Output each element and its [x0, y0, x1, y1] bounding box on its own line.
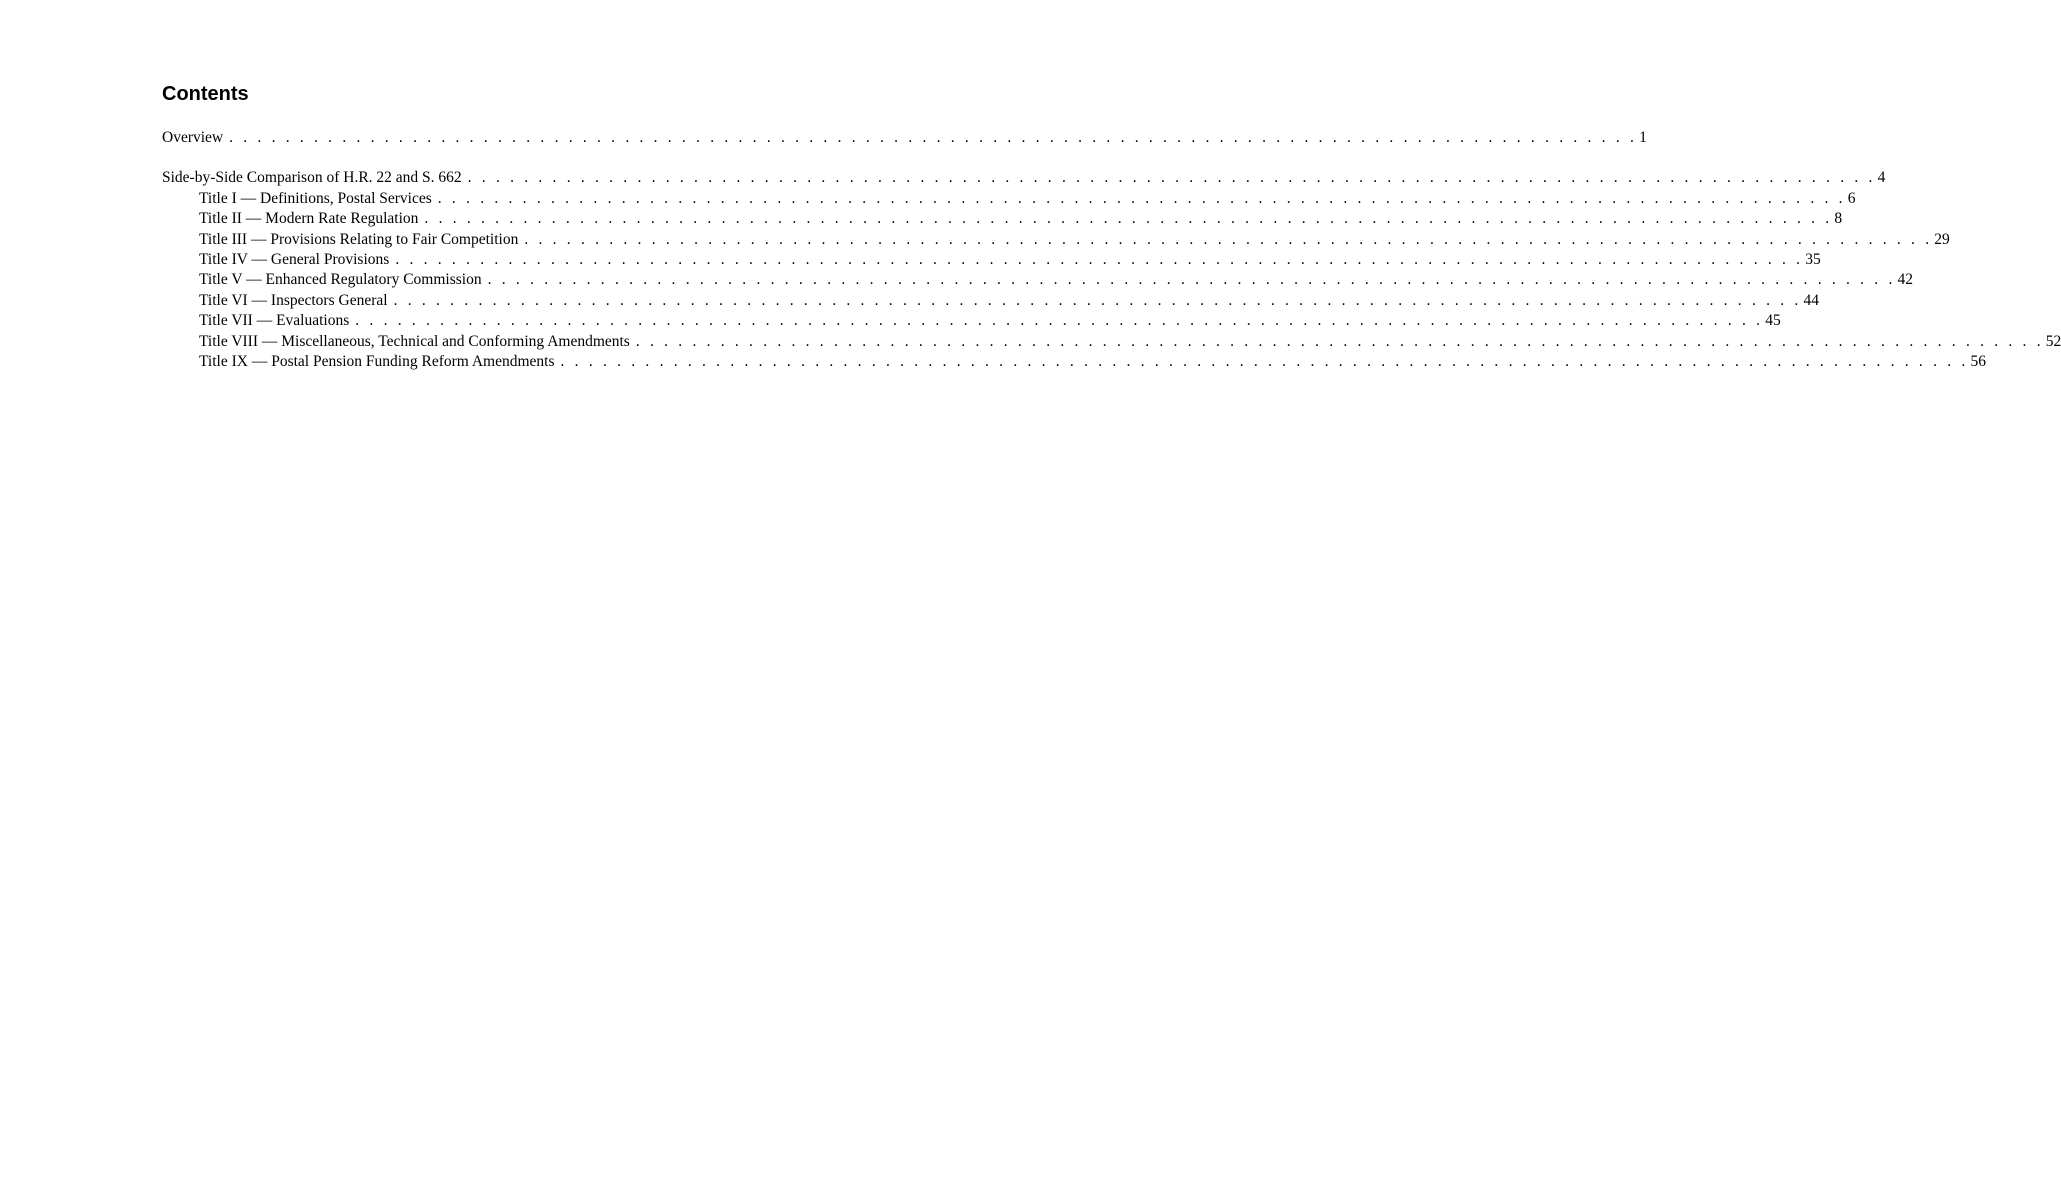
document-page	[162, 80, 2061, 372]
toc-entry-label: Title VII — Evaluations	[199, 312, 350, 330]
toc-entry-label: Title IX — Postal Pension Funding Reform Amendments	[199, 352, 555, 370]
dot-leader: . . . . . . . . . . . . . . . . . . . . . . . . . . . . . . . . . . . . . . . . . . . . . . . . . . . . . . . . . . . . . . . . . . . . . . . . . . . . . . . . . . . . . . . . . . . . . . . . . . . .	[467, 169, 1876, 187]
toc-entry-title-v[interactable]	[162, 270, 1914, 290]
dot-leader: . . . . . . . . . . . . . . . . . . . . . . . . . . . . . . . . . . . . . . . . . . . . . . . . . . . . . . . . . . . . . . . . . . . . . . . . . . . . . . . . . . . . . . . . . . . . . . . . . . . .	[424, 210, 1833, 228]
dot-leader: . . . . . . . . . . . . . . . . . . . . . . . . . . . . . . . . . . . . . . . . . . . . . . . . . . . . . . . . . . . . . . . . . . . . . . . . . . . . . . . . . . . . . . . . . . . . . . . . . . . .	[229, 129, 1638, 146]
toc-entry-title-iv[interactable]	[162, 250, 1821, 270]
toc-entry-label: Side-by-Side Comparison of H.R. 22 and S. 662	[162, 169, 462, 187]
toc-entry-overview[interactable]	[162, 128, 1647, 148]
table-of-contents	[162, 128, 2061, 372]
dot-leader: . . . . . . . . . . . . . . . . . . . . . . . . . . . . . . . . . . . . . . . . . . . . . . . . . . . . . . . . . . . . . . . . . . . . . . . . . . . . . . . . . . . . . . . . . . . . . . . . . . . .	[487, 271, 1896, 289]
toc-entry-label: Title III — Provisions Relating to Fair Competition	[199, 230, 519, 248]
toc-entry-page: 42	[1897, 271, 1914, 289]
toc-entry-label: Title IV — General Provisions	[199, 250, 390, 268]
toc-entry-page: 1	[1639, 129, 1647, 146]
toc-entry-page: 44	[1803, 291, 1819, 309]
toc-entry-page: 52	[2045, 332, 2061, 350]
toc-entry-label: Title VIII — Miscellaneous, Technical and Conforming Amendments	[199, 332, 630, 350]
toc-entry-title-iii[interactable]	[162, 230, 1950, 250]
toc-entry-page: 45	[1765, 312, 1781, 330]
toc-entry-page: 4	[1877, 169, 1886, 187]
dot-leader: . . . . . . . . . . . . . . . . . . . . . . . . . . . . . . . . . . . . . . . . . . . . . . . . . . . . . . . . . . . . . . . . . . . . . . . . . . . . . . . . . . . . . . . . . . . . . . . . . . . .	[395, 250, 1804, 268]
dot-leader: . . . . . . . . . . . . . . . . . . . . . . . . . . . . . . . . . . . . . . . . . . . . . . . . . . . . . . . . . . . . . . . . . . . . . . . . . . . . . . . . . . . . . . . . . . . . . . . . . . . .	[635, 332, 2044, 350]
toc-entry-title-vii[interactable]	[162, 311, 1781, 331]
toc-entry-page: 6	[1847, 189, 1856, 207]
toc-entry-title-vi[interactable]	[162, 291, 1819, 311]
toc-entry-title-ii[interactable]	[162, 209, 1843, 229]
contents-heading: Contents	[162, 83, 249, 105]
toc-entry-label: Title II — Modern Rate Regulation	[199, 210, 419, 228]
toc-entry-label: Title I — Definitions, Postal Services	[199, 189, 432, 207]
toc-entry-side-by-side[interactable]	[162, 168, 1886, 188]
toc-entry-page: 56	[1970, 352, 1986, 370]
dot-leader: . . . . . . . . . . . . . . . . . . . . . . . . . . . . . . . . . . . . . . . . . . . . . . . . . . . . . . . . . . . . . . . . . . . . . . . . . . . . . . . . . . . . . . . . . . . . . . . . . . . .	[355, 312, 1764, 330]
toc-entry-page: 35	[1805, 250, 1821, 268]
dot-leader: . . . . . . . . . . . . . . . . . . . . . . . . . . . . . . . . . . . . . . . . . . . . . . . . . . . . . . . . . . . . . . . . . . . . . . . . . . . . . . . . . . . . . . . . . . . . . . . . . . . .	[393, 291, 1802, 309]
dot-leader: . . . . . . . . . . . . . . . . . . . . . . . . . . . . . . . . . . . . . . . . . . . . . . . . . . . . . . . . . . . . . . . . . . . . . . . . . . . . . . . . . . . . . . . . . . . . . . . . . . . .	[437, 189, 1846, 207]
toc-entry-title-ix[interactable]	[162, 352, 1986, 372]
toc-entry-label: Overview	[162, 129, 224, 146]
dot-leader: . . . . . . . . . . . . . . . . . . . . . . . . . . . . . . . . . . . . . . . . . . . . . . . . . . . . . . . . . . . . . . . . . . . . . . . . . . . . . . . . . . . . . . . . . . . . . . . . . . . .	[524, 230, 1933, 248]
toc-entry-page: 29	[1934, 230, 1950, 248]
toc-entry-page: 8	[1834, 210, 1843, 228]
toc-entry-label: Title V — Enhanced Regulatory Commission	[199, 271, 482, 289]
toc-entry-title-i[interactable]	[162, 189, 1856, 209]
dot-leader: . . . . . . . . . . . . . . . . . . . . . . . . . . . . . . . . . . . . . . . . . . . . . . . . . . . . . . . . . . . . . . . . . . . . . . . . . . . . . . . . . . . . . . . . . . . . . . . . . . . .	[560, 352, 1969, 370]
toc-entry-title-viii[interactable]	[162, 332, 2061, 352]
toc-entry-label: Title VI — Inspectors General	[199, 291, 388, 309]
